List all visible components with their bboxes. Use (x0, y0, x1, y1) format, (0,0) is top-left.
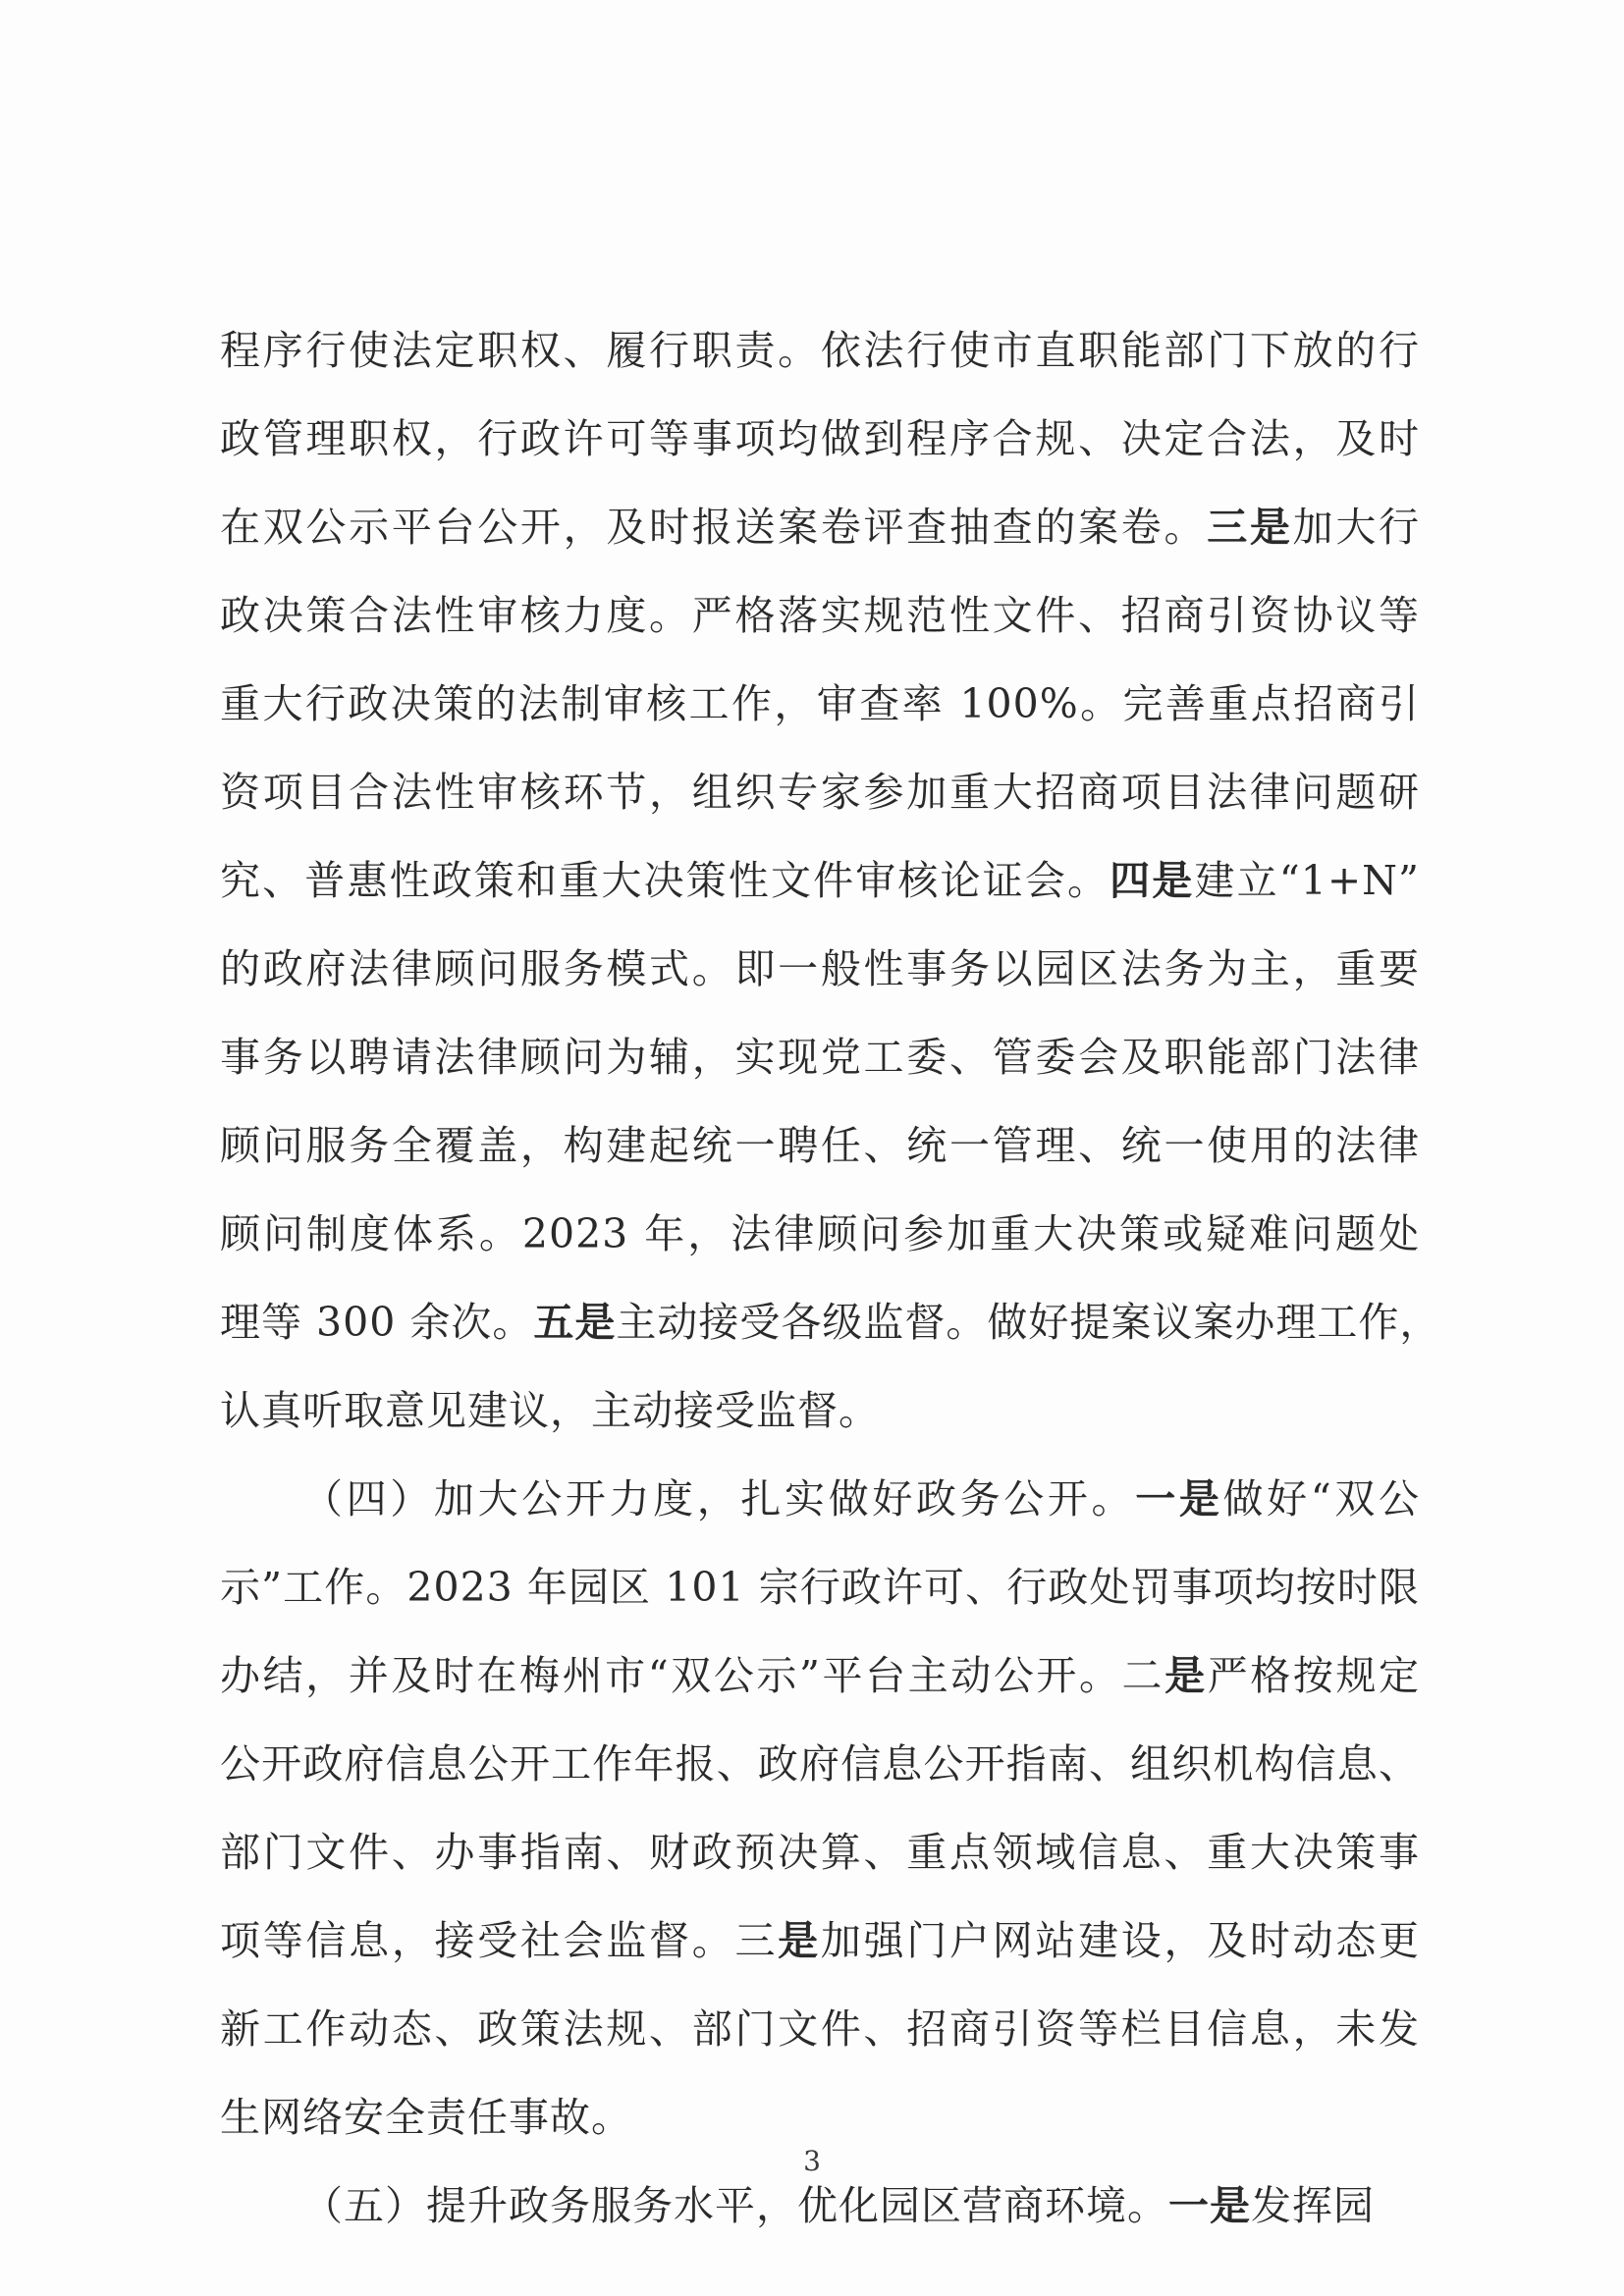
text-run: 在双公示平台公开，及时报送案卷评查抽查的案卷。 (220, 504, 1208, 551)
text-line (220, 1455, 1420, 1543)
text-line (220, 1808, 1420, 1896)
text-run: （五）提升政务服务水平，优化园区营商环境。 (302, 2182, 1168, 2229)
text-run: 理等 300 余次。 (220, 1299, 534, 1346)
text-line (220, 1720, 1420, 1808)
bold-marker: 五是 (533, 1299, 617, 1346)
text-run: 究、普惠性政策和重大决策性文件审核论证会。 (220, 857, 1110, 904)
text-run: 项等信息，接受社会监督。三 (220, 1917, 779, 1964)
text-run: 示”工作。2023 年园区 101 宗行政许可、行政处罚事项均按时限 (220, 1564, 1420, 1611)
text-run: 加大行 (1292, 504, 1421, 551)
text-run: （四）加大公开力度，扎实做好政务公开。 (302, 1475, 1136, 1522)
text-line (220, 1631, 1420, 1720)
text-run: 顾问制度体系。2023 年，法律顾问参加重大决策或疑难问题处 (220, 1210, 1420, 1257)
bold-marker: 是 (1164, 1652, 1208, 1699)
text-line (220, 748, 1420, 836)
text-line (220, 1896, 1420, 1985)
page-number: 3 (803, 2145, 821, 2177)
text-line (220, 1013, 1420, 1101)
text-run: 公开政府信息公开工作年报、政府信息公开指南、组织机构信息、 (220, 1740, 1420, 1788)
text-line (220, 306, 1420, 395)
text-run: 建立“1+N” (1194, 857, 1421, 904)
text-run: 认真听取意见建议，主动接受监督。 (220, 1387, 880, 1434)
text-line (220, 1985, 1420, 2073)
text-line (220, 660, 1420, 748)
text-line (220, 1543, 1420, 1631)
text-run: 顾问服务全覆盖，构建起统一聘任、统一管理、统一使用的法律 (220, 1122, 1420, 1169)
text-run: 主动接受各级监督。做好提案议案办理工作， (616, 1299, 1441, 1346)
text-run: 办结，并及时在梅州市“双公示”平台主动公开。二 (220, 1652, 1165, 1699)
text-line (220, 571, 1420, 660)
text-run: 的政府法律顾问服务模式。即一般性事务以园区法务为主，重要 (220, 945, 1420, 992)
text-run: 程序行使法定职权、履行职责。依法行使市直职能部门下放的行 (220, 327, 1420, 374)
text-run: 发挥园 (1251, 2182, 1375, 2229)
text-run: 重大行政决策的法制审核工作，审查率 100%。完善重点招商引 (220, 680, 1420, 727)
text-line (220, 1278, 1441, 1366)
text-run: 事务以聘请法律顾问为辅，实现党工委、管委会及职能部门法律 (220, 1034, 1420, 1081)
text-run: 部门文件、办事指南、财政预决算、重点领域信息、重大决策事 (220, 1829, 1420, 1876)
bold-marker: 三是 (1207, 504, 1293, 551)
text-run: 新工作动态、政策法规、部门文件、招商引资等栏目信息，未发 (220, 2005, 1420, 2053)
text-run: 加强门户网站建设，及时动态更 (820, 1917, 1421, 1964)
text-line (220, 1190, 1420, 1278)
bold-marker: 是 (778, 1917, 821, 1964)
bold-marker: 四是 (1110, 857, 1195, 904)
text-run: 政管理职权，行政许可等事项均做到程序合规、决定合法，及时 (220, 415, 1420, 462)
text-line (220, 395, 1420, 483)
text-run: 严格按规定 (1207, 1652, 1421, 1699)
text-line (220, 1366, 1420, 1455)
paragraph (220, 1455, 1420, 2162)
text-run: 生网络安全责任事故。 (220, 2094, 632, 2141)
paragraph (220, 306, 1441, 1455)
bold-marker: 一是 (1168, 2182, 1251, 2229)
text-line (220, 483, 1420, 571)
text-run: 资项目合法性审核环节，组织专家参加重大招商项目法律问题研 (220, 769, 1420, 816)
text-line (220, 925, 1420, 1013)
bold-marker: 一是 (1135, 1475, 1223, 1522)
text-line (220, 1101, 1420, 1190)
text-line (220, 836, 1420, 925)
text-run: 做好“双公 (1222, 1475, 1421, 1522)
body-text (220, 306, 1441, 2250)
text-run: 政决策合法性审核力度。严格落实规范性文件、招商引资协议等 (220, 592, 1420, 639)
